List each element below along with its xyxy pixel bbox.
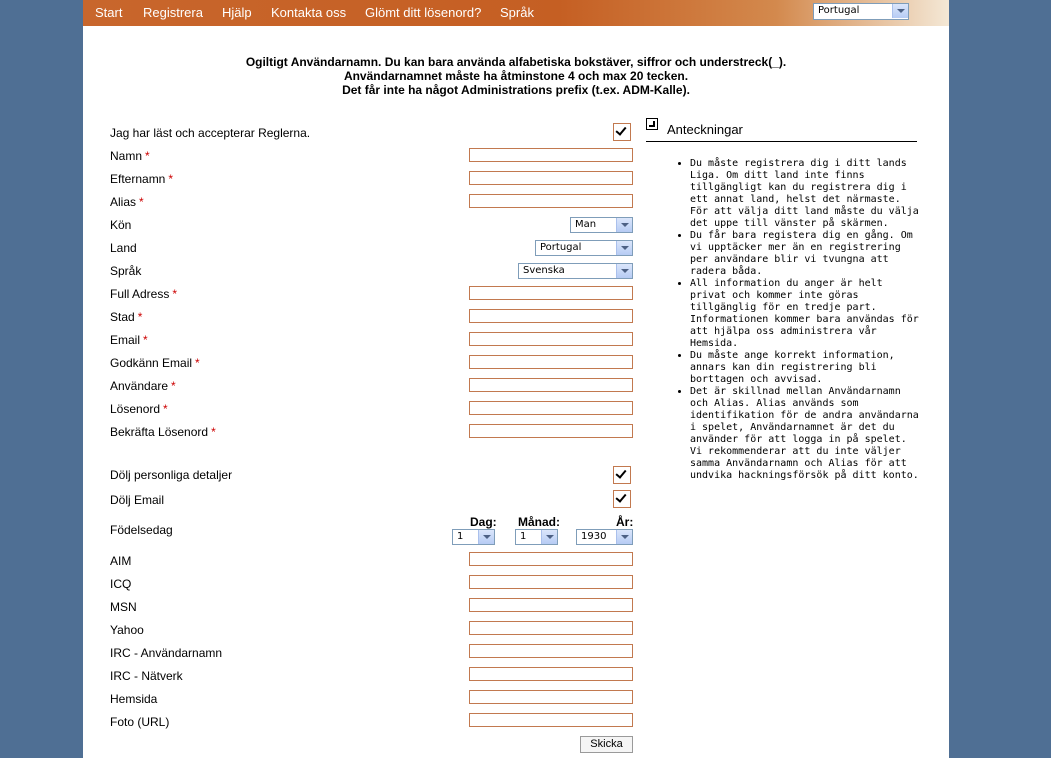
username-input[interactable] (469, 378, 633, 392)
required-mark: * (211, 425, 216, 439)
yahoo-input[interactable] (469, 621, 633, 635)
hide-details-label: Dölj personliga detaljer (110, 468, 233, 482)
yahoo-label: Yahoo (110, 623, 144, 637)
year-label: År: (616, 515, 634, 529)
homepage-input[interactable] (469, 690, 633, 704)
irc-network-input[interactable] (469, 667, 633, 681)
lastname-input[interactable] (469, 171, 633, 185)
hide-details-checkbox[interactable] (613, 466, 631, 484)
required-mark: * (163, 402, 168, 416)
error-message (83, 55, 949, 97)
icq-input[interactable] (469, 575, 633, 589)
username-label-text: Användare (110, 379, 169, 393)
aim-input[interactable] (469, 552, 633, 566)
country-form-select-value: Portugal (540, 242, 582, 253)
chevron-down-icon (541, 530, 557, 544)
password-confirm-input[interactable] (469, 424, 633, 438)
msn-label: MSN (110, 600, 137, 614)
nav-start-link[interactable]: Start (95, 5, 123, 20)
address-label-text: Full Adress (110, 287, 170, 301)
aim-label: AIM (110, 554, 132, 568)
email-confirm-label-text: Godkänn Email (110, 356, 193, 370)
required-mark: * (168, 172, 174, 186)
password-confirm-label-text: Bekräfta Lösenord (110, 425, 209, 439)
alias-label (110, 195, 144, 209)
nav-register-link[interactable]: Registrera (143, 5, 203, 20)
required-mark: * (171, 379, 176, 393)
chevron-down-icon (616, 241, 632, 255)
chevron-down-icon (616, 264, 632, 278)
language-label: Språk (110, 264, 142, 278)
chevron-down-icon (616, 530, 632, 544)
list-item: • All information du anger är helt privat och kommer inte göras tillgänglig för en tredje part. Informationen kommer bara användas för att hjälpa oss administrera vår Hemsida. (690, 278, 921, 350)
photo-url-label: Foto (URL) (110, 715, 170, 729)
icq-label: ICQ (110, 577, 132, 591)
gender-select[interactable] (570, 217, 633, 233)
notes-header (646, 117, 917, 142)
email-confirm-input[interactable] (469, 355, 633, 369)
homepage-label: Hemsida (110, 692, 158, 706)
gender-label: Kön (110, 218, 132, 232)
email-label (110, 333, 148, 347)
required-mark: * (145, 149, 150, 163)
submit-button[interactable]: Skicka (580, 736, 633, 753)
country-label: Land (110, 241, 137, 255)
month-select[interactable] (515, 529, 558, 545)
nav-forgot-password-link[interactable]: Glömt ditt lösenord? (365, 5, 482, 20)
day-label: Dag: (470, 515, 497, 529)
list-item: • Du måste ange korrekt information, annars kan din registrering bli borttagen och avvisad. (690, 350, 921, 386)
month-label: Månad: (518, 515, 560, 529)
lastname-label (110, 172, 173, 186)
alias-input[interactable] (469, 194, 633, 208)
email-input[interactable] (469, 332, 633, 346)
lastname-label-text: Efternamn (110, 172, 166, 186)
accept-rules-checkbox[interactable] (613, 123, 631, 141)
address-input[interactable] (469, 286, 633, 300)
country-form-select[interactable] (535, 240, 633, 256)
required-mark: * (139, 195, 144, 209)
email-label-text: Email (110, 333, 141, 347)
password-input[interactable] (469, 401, 633, 415)
arrow-down-right-icon[interactable] (646, 118, 658, 130)
year-select[interactable] (576, 529, 633, 545)
address-label (110, 287, 177, 301)
required-mark: * (137, 310, 143, 324)
chevron-down-icon (616, 218, 632, 232)
top-navigation-bar (83, 0, 949, 26)
nav-help-link[interactable]: Hjälp (222, 5, 252, 20)
city-input[interactable] (469, 309, 633, 323)
password-label (110, 402, 168, 416)
password-label-text: Lösenord (110, 402, 161, 416)
list-item: • Du måste registrera dig i ditt lands Liga. Om ditt land inte finns tillgängligt kan du registrera dig i ett annat land, helst det närmaste. För att välja ditt land måste du välja det uppe till vänster på skärmen. (690, 158, 921, 230)
name-label-text: Namn (110, 149, 143, 163)
month-select-value: 1 (520, 531, 527, 542)
country-select[interactable] (813, 3, 909, 20)
password-confirm-label (110, 425, 216, 439)
nav-contact-link[interactable]: Kontakta oss (271, 5, 347, 20)
name-label (110, 149, 150, 163)
day-select-value: 1 (457, 531, 464, 542)
irc-username-label: IRC - Användarnamn (110, 646, 223, 660)
accept-rules-label: Jag har läst och accepterar Reglerna. (110, 126, 311, 140)
year-select-value: 1930 (581, 531, 607, 542)
email-confirm-label (110, 356, 200, 370)
notes-list (646, 158, 921, 482)
notes-title: Anteckningar (667, 122, 743, 137)
irc-username-input[interactable] (469, 644, 633, 658)
msn-input[interactable] (469, 598, 633, 612)
photo-url-input[interactable] (469, 713, 633, 727)
required-mark: * (195, 356, 200, 370)
nav-language-link[interactable]: Språk (500, 5, 534, 20)
list-item: • Du får bara registera dig en gång. Om vi upptäcker mer än en registrering per användare blir vi tvungna att radera båda. (690, 230, 921, 278)
language-select[interactable] (518, 263, 633, 279)
hide-email-label: Dölj Email (110, 493, 165, 507)
page-container (83, 0, 949, 758)
error-line: Det får inte ha något Administrations prefix (t.ex. ADM-Kalle). (342, 83, 690, 97)
username-label (110, 379, 176, 393)
gender-select-value: Man (575, 219, 597, 230)
alias-label-text: Alias (110, 195, 137, 209)
city-label-text: Stad (110, 310, 135, 324)
irc-network-label: IRC - Nätverk (110, 669, 183, 683)
error-line: Användarnamnet måste ha åtminstone 4 och max 20 tecken. (343, 69, 689, 83)
country-select-value: Portugal (818, 5, 860, 16)
chevron-down-icon (478, 530, 494, 544)
language-select-value: Svenska (523, 265, 565, 276)
birthdate-label: Födelsedag (110, 523, 173, 537)
required-mark: * (172, 287, 178, 301)
city-label (110, 310, 142, 324)
chevron-down-icon (892, 4, 908, 18)
required-mark: * (143, 333, 148, 347)
error-line: Ogiltigt Användarnamn. Du kan bara använda alfabetiska bokstäver, siffror och understreck(_). (245, 55, 787, 69)
name-input[interactable] (469, 148, 633, 162)
day-select[interactable] (452, 529, 495, 545)
hide-email-checkbox[interactable] (613, 490, 631, 508)
list-item: • Det är skillnad mellan Användarnamn och Alias. Alias används som identifikation för de andra användarna i spelet, Användarnamnet är det du använder för att logga in på spelet. Vi rekommenderar att du inte väljer samma Användarnamn och Alias för att undvika hackningsförsök på ditt konto. (690, 386, 921, 482)
